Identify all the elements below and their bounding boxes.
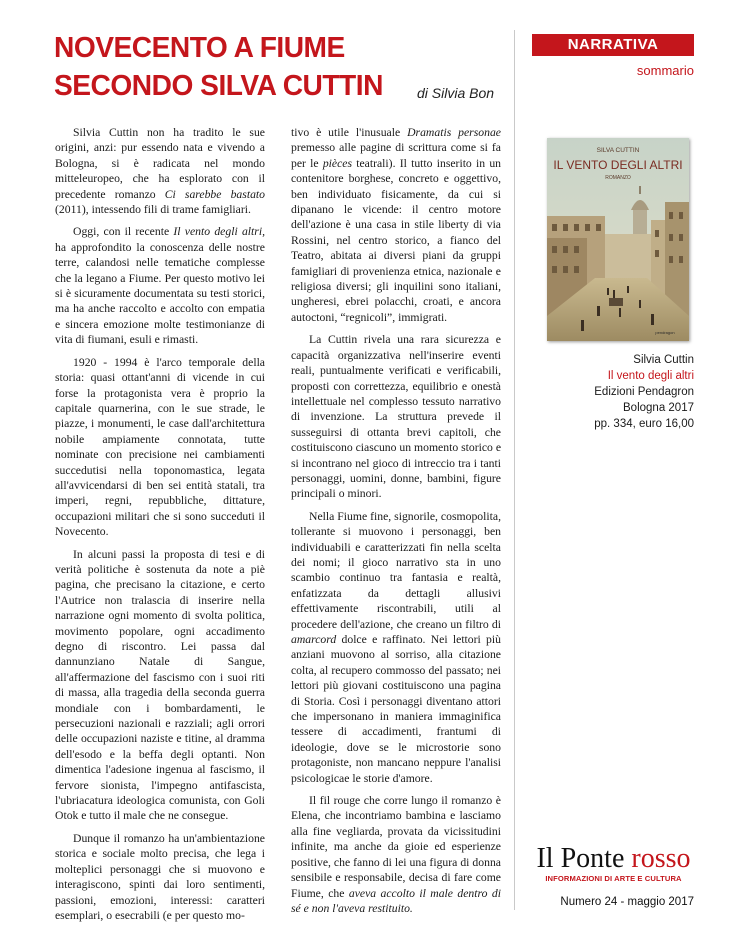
section-label[interactable]: NARRATIVA [532,34,694,56]
svg-text:pendragon: pendragon [655,330,675,335]
logo-word-rosso: rosso [631,843,691,874]
book-pages-price: pp. 334, euro 16,00 [594,418,694,430]
article-column-2 [291,125,501,916]
article-byline: di Silvia Bon [417,85,495,101]
book-author: Silvia Cuttin [633,354,694,366]
sidebar-divider [514,30,515,910]
logo-tagline: INFORMAZIONI DI ARTE E CULTURA [545,874,682,883]
paragraph: Silvia Cuttin non ha tradito le sue origini, anzi: pur essendo nata e vivendo a Bologna, si è radicata nel mondo mitteleuropeo, che ha esplorato con il precedente romanzo Ci sarebbe bastato (2011), intessendo fili di trame famigliari. [55,126,265,217]
issue-number: Numero 24 - maggio 2017 [560,896,694,908]
book-title: Il vento degli altri [607,370,694,382]
paragraph: Dunque il romanzo ha un'ambientazione storica e sociale molto precisa, che lega i molteplici personaggi che si muovono e interagiscono, spinti dai loro sentimenti, passioni, emozioni, interessi: caratteri esemplari, o esecrabili (e per questo mo- [55,831,265,922]
book-info [594,352,694,432]
paragraph: Il fil rouge che corre lungo il romanzo è Elena, che incontriamo bambina e lasciamo alla fine vegliarda, provata da vicissitudini infinite, ma anche da gioie ed esperienze positive, che fanno di lei una figura di donna sensibile e responsabile, decisa di fare come Fiume, che aveva accolto il male dentro di sé e non l'aveva restituito. [291,794,501,915]
logo-word-ponte: Il Ponte [536,843,625,874]
book-publisher: Edizioni Pendagron [594,386,694,398]
sommario-link[interactable]: sommario [636,63,694,78]
paragraph: 1920 - 1994 è l'arco temporale della storia: quasi ottant'anni di vicende in cui forse la protagonista vera è proprio la capitale quarnerina, con le sue strade, le piazze, i monumenti, le case dall'architettura nobile ampiamente connotata, tutte nominate con precisione nei cambiamenti succedutisi nella toponomastica, legata all'avvicendarsi di ben sei entità statali, tra imperi, regni, repubbliche, dittature, occupazioni militari che si sono succeduti il Novecento. [55,355,265,539]
paragraph: Nella Fiume fine, signorile, cosmopolita, tollerante si muovono i personaggi, ben individuabili e caratterizzati fin nella scelta dei nomi; il gioco narrativo sta in uno scambio continuo tra fantasia e realtà, enfatizzata da dettagli allusivi effettivamente riscontrabili, utili al procedere dell'azione, che creano un filtro di amarcord dolce e raffinato. Nei lettori più anziani muovono al sorriso, alla citazione colta, al recupero commosso del passato; nei lettori più giovani costituiscono una pagina di Storia. Così i personaggi diventano attori che impersonano in maniera immaginifica tessere di accadimenti, frantumi di ideologie, dove se le microstorie sono protagoniste, non mancano neppure l'analisi psicologicae le storie d'amore. [291,509,501,785]
article-column-1 [55,125,265,923]
book-cover-image [547,138,689,341]
paragraph: tivo è utile l'inusuale Dramatis personae premesso alle pagine di scrittura come si fa per le pièces teatrali). Il tutto inserito in un contenitore borghese, concreto e oggettivo, ben individuato fisicamente, da cui si dipanano le vicende: il centro motore dell'azione è una casa in stile liberty di via Rossini, nel centro storico, a fianco del Teatro, abitata ai diversi piani da gruppi famigliari di provenienza etnica, nazionale e religiosa diversi; gli inquilini sono italiani, ungheresi, ebrei polacchi, croati, e ancora autoctoni, “regnicoli”, immigrati. [291,126,502,324]
cover-author: SILVA CUTTIN [596,147,640,154]
paragraph: Oggi, con il recente Il vento degli altri, ha approfondito la conoscenza delle nostre terre, calandosi nelle tematiche complesse che la legano a Fiume. Per questo motivo lei si è sicuramente documentata su testi storici, ma ha anche raccolto e accolto con empatia e sincera emozione molte testimonianze di vita di fiumani, esuli e rimasti. [55,225,266,347]
article-title-line1: NOVECENTO A FIUME [54,32,345,64]
cover-genre: ROMANZO [605,175,631,181]
article-title-line2: SECONDO SILVA CUTTIN [54,70,383,102]
cover-title: IL VENTO DEGLI ALTRI [553,158,683,172]
book-place-year: Bologna 2017 [623,402,694,414]
magazine-logo [531,844,696,883]
paragraph: In alcuni passi la proposta di tesi e di verità politiche è sostenuta da note a piè pagina, che precisano la citazione, e certo l'Autrice non tralascia di inserire nella narrazione ogni momento di svolta politica, movimento popolare, ogni accadimento degno di riscontro. Lei passa dal dannunziano Natale di Sangue, all'affermazione del fascismo con i suoi riti di massa, alla tragedia della seconda guerra mondiale con i bombardamenti, le persecuzioni nazionali e razziali; agli orrori delle occupazioni naziste e titine, al dramma dell'esodo e la beffa degli optanti. Non dimentica l'adesione ingenua al fascismo, il fervore sionista, l'impegno antifascista, l'ubriacatura ideologica comunista, con Goli Otok e tutto il male che ne consegue. [55,547,265,823]
paragraph: La Cuttin rivela una rara sicurezza e capacità organizzativa nell'inserire eventi reali, puntualmente verificati e verificabili, proposti con correttezza, equilibrio e onestà intellettuale nel complesso tessuto narrativo di invenzione. La struttura prevede il susseguirsi di ottanta brevi capitoli, che costituiscono ciascuno un momento storico e si incontrano nel gioco di intreccio tra i tanti personaggi, uomini, donne, bambini, figure principali o minori. [291,333,502,501]
